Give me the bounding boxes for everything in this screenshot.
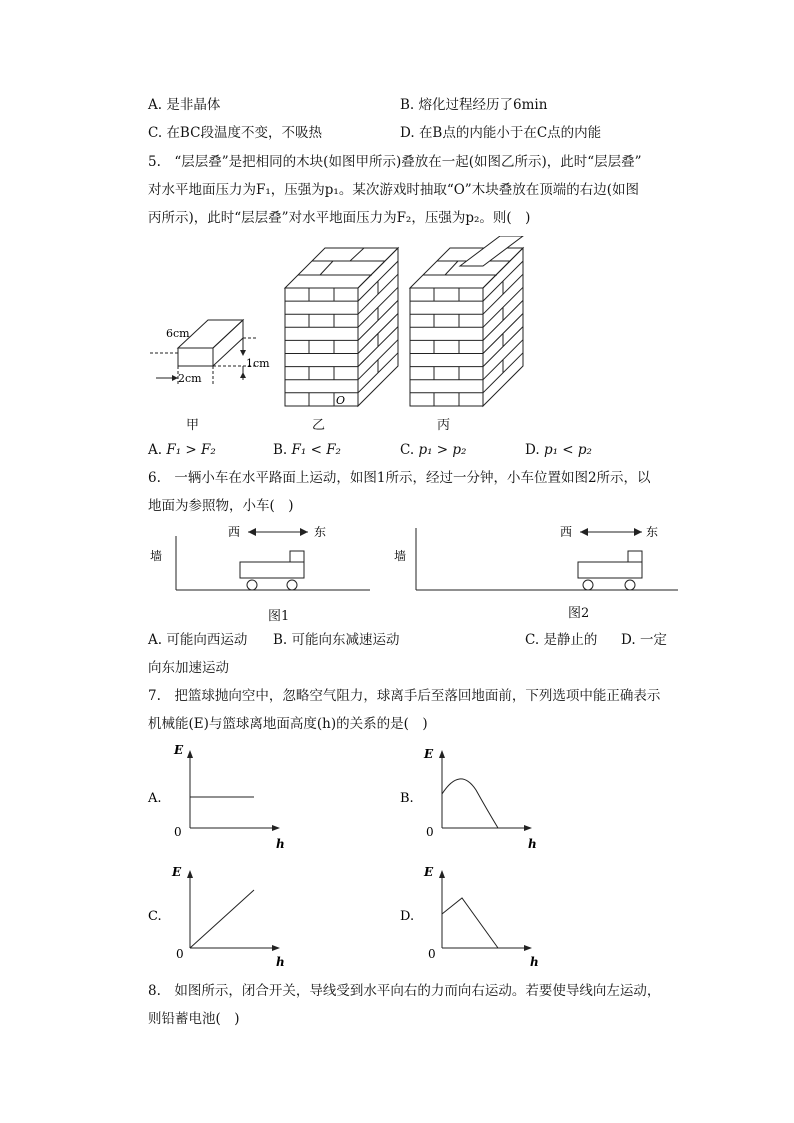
q7-stem-line1: 7. 把篮球抛向空中，忽略空气阻力，球离手后至落回地面前，下列选项中能正确表示 <box>148 688 661 704</box>
west-label: 西 <box>560 525 573 539</box>
q5-option-b: B. F₁ < F₂ <box>273 442 341 458</box>
q6-option-d: D. 一定 <box>621 632 667 648</box>
energy-curve <box>442 898 498 948</box>
q5-stem-line1: 5. “层层叠”是把相同的木块(如图甲所示)叠放在一起(如图乙所示)，此时“层层叠” <box>148 154 642 170</box>
energy-curve <box>190 890 254 948</box>
x-axis-label: h <box>276 955 285 969</box>
west-label: 西 <box>228 525 241 539</box>
origin-label: 0 <box>176 947 184 961</box>
origin-label: 0 <box>426 825 434 839</box>
tower-figure-yi <box>280 236 405 412</box>
x-axis-label: h <box>276 837 285 851</box>
fig-caption-1: 图1 <box>268 609 290 624</box>
east-label: 东 <box>314 525 327 539</box>
origin-label: 0 <box>174 825 182 839</box>
q5-option-a: A. F₁ > F₂ <box>148 442 216 458</box>
car-figure-2 <box>392 518 682 600</box>
q6-stem-line1: 6. 一辆小车在水平路面上运动，如图1所示，经过一分钟，小车位置如图2所示，以 <box>148 470 651 486</box>
q6-option-c: C. 是静止的 <box>525 632 598 648</box>
o-block-marker: O <box>336 394 346 407</box>
tower-brick-lines <box>410 261 523 406</box>
car <box>578 551 642 590</box>
q4-option-b: B. 熔化过程经历了6min <box>400 97 548 113</box>
dim-height-label: 1cm <box>246 357 270 370</box>
car-figure-1 <box>148 518 380 600</box>
q4-option-c: C. 在BC段温度不变，不吸热 <box>148 125 322 141</box>
q5-stem-line2: 对水平地面压力为F₁，压强为p₁。某次游戏时抽取“O”木块叠放在顶端的右边(如图 <box>148 182 639 198</box>
graph-option-label: C. <box>148 909 162 924</box>
graph-d <box>398 860 548 972</box>
y-axis-label: E <box>424 865 434 879</box>
east-label: 东 <box>646 525 659 539</box>
q6-option-d-cont: 向东加速运动 <box>148 660 229 676</box>
graph-c <box>146 860 296 972</box>
q6-stem-line2: 地面为参照物，小车( ) <box>148 498 294 514</box>
y-axis-label: E <box>424 747 434 761</box>
graph-option-label: B. <box>400 791 414 806</box>
wall-label: 墙 <box>150 549 163 563</box>
energy-curve <box>442 779 498 828</box>
q7-stem-line2: 机械能(E)与篮球离地面高度(h)的关系的是( ) <box>148 716 428 732</box>
q5-stem-line3: 丙所示)，此时“层层叠”对水平地面压力为F₂，压强为p₂。则( ) <box>148 210 531 226</box>
tower-figure-bing <box>405 236 530 412</box>
graph-option-label: D. <box>400 909 415 924</box>
dim-width-label: 2cm <box>178 372 202 385</box>
q5-option-c: C. p₁ > p₂ <box>400 442 467 458</box>
origin-label: 0 <box>428 947 436 961</box>
graph-option-label: A. <box>148 791 162 806</box>
y-axis-label: E <box>174 743 184 757</box>
dim-length-label: 6cm <box>166 327 190 340</box>
fig-caption-yi: 乙 <box>312 418 326 433</box>
y-axis-label: E <box>172 865 182 879</box>
wall-label: 墙 <box>394 549 407 563</box>
q4-option-d: D. 在B点的内能小于在C点的内能 <box>400 125 602 141</box>
tower-brick-lines <box>285 261 398 406</box>
x-axis-label: h <box>530 955 539 969</box>
x-axis-label: h <box>528 837 537 851</box>
q4-option-a: A. 是非晶体 <box>148 97 221 113</box>
q5-option-d: D. p₁ < p₂ <box>525 442 592 458</box>
block-figure-jia <box>148 310 278 400</box>
q8-stem-line2: 则铅蓄电池( ) <box>148 1011 240 1027</box>
fig-caption-2: 图2 <box>568 606 590 621</box>
q8-stem-line1: 8. 如图所示，闭合开关，导线受到水平向右的力而向右运动。若要使导线向左运动， <box>148 983 661 999</box>
graph-a <box>146 740 296 852</box>
q6-option-b: B. 可能向东减速运动 <box>273 632 400 648</box>
fig-caption-jia: 甲 <box>186 418 200 433</box>
fig-caption-bing: 丙 <box>437 418 451 433</box>
q6-option-a: A. 可能向西运动 <box>148 632 248 648</box>
graph-b <box>398 740 548 852</box>
car <box>240 551 304 590</box>
